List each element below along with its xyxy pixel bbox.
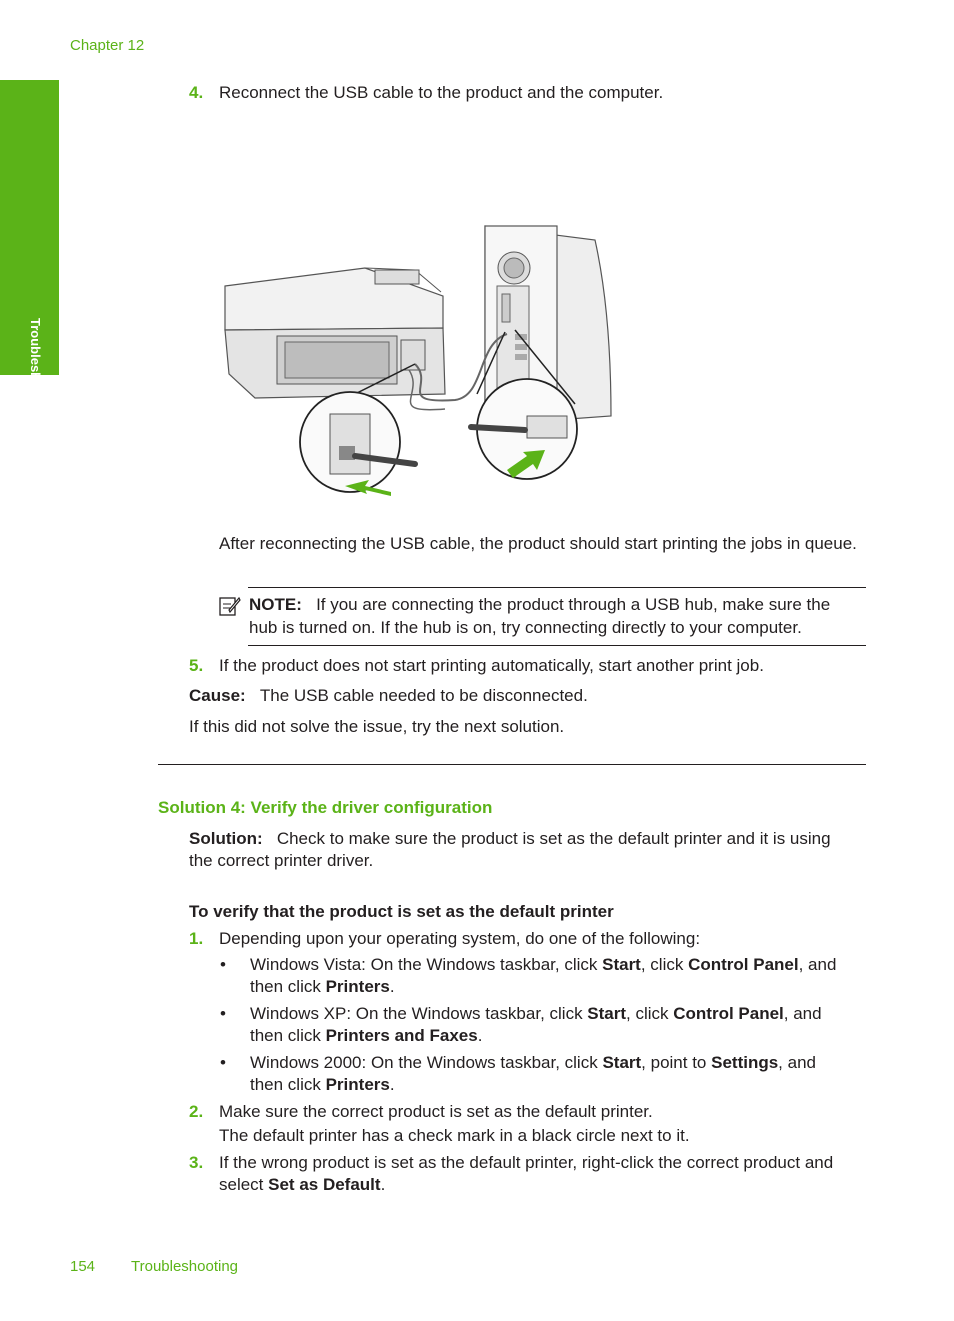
note-label: NOTE: [249,595,302,614]
step-number: 1. [189,929,204,948]
step-text: If the product does not start printing automatically, start another print job. [219,656,764,675]
step-text [219,1152,833,1196]
solution-line-2: the correct printer driver. [189,851,374,870]
next-solution-text: If this did not solve the issue, try the next solution. [189,717,565,736]
cause-label: Cause: [189,686,246,705]
step-text [219,1101,690,1149]
usb-reconnect-illustration [215,224,615,496]
note-icon [219,595,241,617]
bullet-text: . [389,1075,395,1094]
solution-heading: Solution 4: Verify the driver configuration [158,798,493,817]
bullet-mark: • [220,1004,226,1023]
side-tab-label: Troubleshooting [28,318,43,420]
bullet-text: , click [640,955,689,974]
step-number: 3. [189,1153,204,1172]
bullet-text: then click [250,1075,326,1094]
after-reconnect-text: After reconnecting the USB cable, the product should start printing the jobs in queue. [219,534,857,553]
section-side-tab [0,80,59,420]
note-line-2: hub is turned on. If the hub is on, try connecting directly to your computer. [249,618,802,637]
note-top-rule [248,587,866,588]
step-text-line: . [380,1175,386,1194]
note-line-1 [249,594,830,616]
bullet-text: , click [626,1004,674,1023]
bullet-text: , and [798,955,837,974]
step-text-line: select [219,1175,269,1194]
bullet-text: Windows 2000: On the Windows taskbar, click [250,1053,603,1072]
bullet-mark: • [220,955,226,974]
bullet-bold: Control Panel [673,1004,784,1023]
note-bottom-rule [248,645,866,646]
bullet-bold: Printers [325,1075,390,1094]
bullet-bold: Printers [325,977,390,996]
bullet-bold: Settings [711,1053,779,1072]
bullet-text: , point to [641,1053,712,1072]
solution-line-1 [189,828,831,850]
note-text-1: If you are connecting the product through a USB hub, make sure the [316,595,831,614]
bullet-bold: Start [602,1053,642,1072]
step-text-line: The default printer has a check mark in a black circle next to it. [219,1126,690,1145]
solution-label: Solution: [189,829,263,848]
bullet-text: , and [783,1004,822,1023]
page-number: 154 [70,1258,96,1275]
step-text-bold: Set as Default [268,1175,381,1194]
bullet-text: Windows XP: On the Windows taskbar, click [250,1004,588,1023]
bullet-mark: • [220,1053,226,1072]
bullet-text: then click [250,1026,326,1045]
chapter-label: Chapter 12 [70,37,145,54]
bullet-item [250,1052,816,1096]
bullet-item [250,1003,822,1047]
bullet-text: Windows Vista: On the Windows taskbar, click [250,955,603,974]
bullet-text: . [477,1026,483,1045]
footer-section: Troubleshooting [131,1258,239,1275]
step-text-line: Make sure the correct product is set as the default printer. [219,1102,653,1121]
step-number: 5. [189,656,204,675]
bullet-text: then click [250,977,326,996]
bullet-bold: Start [602,955,641,974]
step-text: Reconnect the USB cable to the product and the computer. [219,83,664,102]
solution-text-1: Check to make sure the product is set as the default printer and it is using [276,829,831,848]
bullet-text: , and [778,1053,816,1072]
section-divider [158,764,866,765]
bullet-bold: Start [587,1004,627,1023]
step-number: 4. [189,83,204,102]
cause-line [189,686,588,706]
bullet-text: . [389,977,395,996]
cause-text: The USB cable needed to be disconnected. [259,686,588,705]
bullet-bold: Control Panel [688,955,799,974]
step-number: 2. [189,1102,204,1121]
bullet-item [250,954,836,998]
procedure-title: To verify that the product is set as the default printer [189,902,614,921]
bullet-bold: Printers and Faxes [325,1026,478,1045]
step-text: Depending upon your operating system, do one of the following: [219,929,701,948]
step-text-line: If the wrong product is set as the default printer, right-click the correct product and [219,1153,834,1172]
